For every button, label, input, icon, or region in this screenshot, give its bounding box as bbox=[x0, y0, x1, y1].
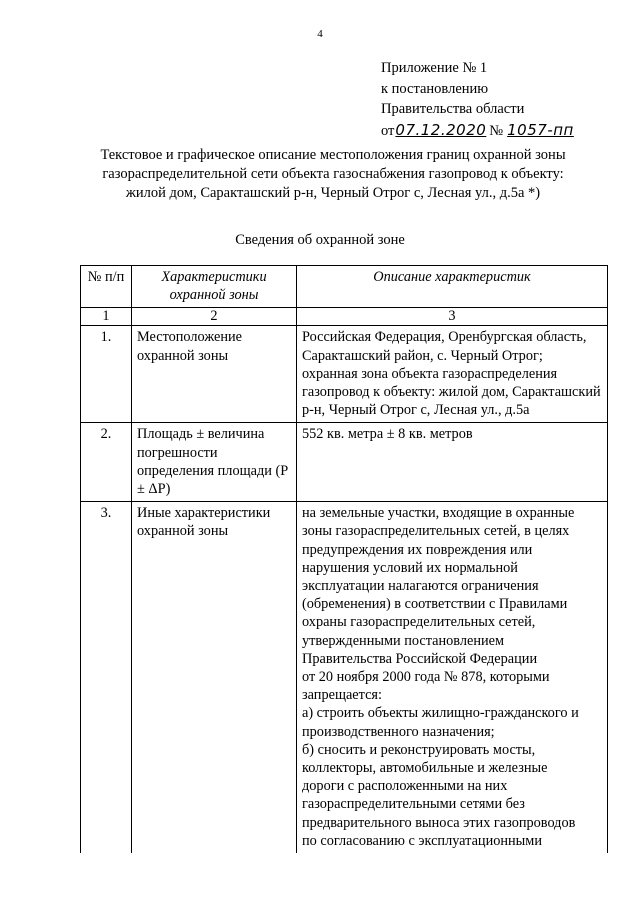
description-line: (обременения) в соответствии с Правилами bbox=[302, 596, 568, 613]
description-line: предварительного выноса этих газопроводов bbox=[302, 814, 576, 831]
description-line: производственного назначения; bbox=[302, 723, 495, 740]
appendix-block bbox=[381, 58, 574, 141]
header-row bbox=[81, 266, 608, 308]
description-line: дороги с расположенными на них bbox=[302, 778, 508, 795]
appendix-date-line bbox=[381, 120, 574, 142]
row-number: 1. bbox=[81, 326, 132, 423]
index-cell-1: 1 bbox=[81, 308, 132, 326]
handwritten-date: 07.12.2020 bbox=[395, 120, 487, 139]
handwritten-number: 1057-пп bbox=[507, 120, 574, 139]
description-line: на земельные участки, входящие в охранные bbox=[302, 505, 575, 522]
header-characteristics: Характеристики охранной зоны bbox=[132, 266, 297, 308]
table-row bbox=[81, 502, 608, 853]
appendix-line-1: Приложение № 1 bbox=[381, 60, 488, 76]
section-subtitle: Сведения об охранной зоне bbox=[235, 232, 405, 248]
row-number: 2. bbox=[81, 423, 132, 502]
row-characteristic: Местоположение охранной зоны bbox=[132, 326, 297, 423]
description-line: утвержденными постановлением bbox=[302, 632, 505, 649]
description-line: а) строить объекты жилищно-гражданского и bbox=[302, 705, 579, 722]
zone-table bbox=[80, 265, 608, 853]
description-line: охраны газораспределительных сетей, bbox=[302, 614, 536, 631]
table-row bbox=[81, 423, 608, 502]
index-cell-2: 2 bbox=[132, 308, 297, 326]
description-line: по согласованию с эксплуатационными bbox=[302, 832, 542, 849]
header-number: № п/п bbox=[81, 266, 132, 308]
row-characteristic: Площадь ± величина погрешности определения площади (P ± ΔP) bbox=[132, 423, 297, 502]
row-number: 3. bbox=[81, 502, 132, 853]
row-characteristic: Иные характеристики охранной зоны bbox=[132, 502, 297, 853]
description-line: коллекторы, автомобильные и железные bbox=[302, 760, 548, 777]
document-title: Текстовое и графическое описание местоположения границ охранной зоны газораспределительной сети объекта газоснабжения газопровод к объекту: жилой дом, Саракташский р-н, Черный Отрог с, Лесная ул., д.5а *) bbox=[100, 147, 566, 201]
header-description: Описание характеристик bbox=[297, 266, 608, 308]
row-description bbox=[297, 502, 608, 853]
description-line: газораспределительными сетями без bbox=[302, 796, 525, 813]
description-line: б) сносить и реконструировать мосты, bbox=[302, 741, 536, 758]
table-row bbox=[81, 326, 608, 423]
description-line: нарушения условий их нормальной bbox=[302, 559, 518, 576]
description-line: зоны газораспределительных сетей, в целях bbox=[302, 523, 570, 540]
description-line: запрещается: bbox=[302, 687, 382, 704]
index-cell-3: 3 bbox=[297, 308, 608, 326]
description-line: от 20 ноября 2000 года № 878, которыми bbox=[302, 669, 550, 686]
description-line: предупреждения их повреждения или bbox=[302, 541, 533, 558]
date-prefix: от bbox=[381, 122, 395, 139]
description-line: Правительства Российской Федерации bbox=[302, 650, 538, 667]
appendix-line-3: Правительства области bbox=[381, 101, 525, 117]
page-number: 4 bbox=[317, 28, 323, 40]
index-row bbox=[81, 308, 608, 326]
appendix-line-2: к постановлению bbox=[381, 80, 489, 97]
number-prefix: № bbox=[489, 122, 504, 139]
row-description: 552 кв. метра ± 8 кв. метров bbox=[297, 423, 608, 502]
description-line: эксплуатации налагаются ограничения bbox=[302, 578, 539, 595]
row-description: Российская Федерация, Оренбургская область, Саракташский район, с. Черный Отрог; охранная зона объекта газораспределения газопровод к объекту: жилой дом, Саракташский р-н, Черный Отрог с, Лесная ул., д.5а bbox=[297, 326, 608, 423]
